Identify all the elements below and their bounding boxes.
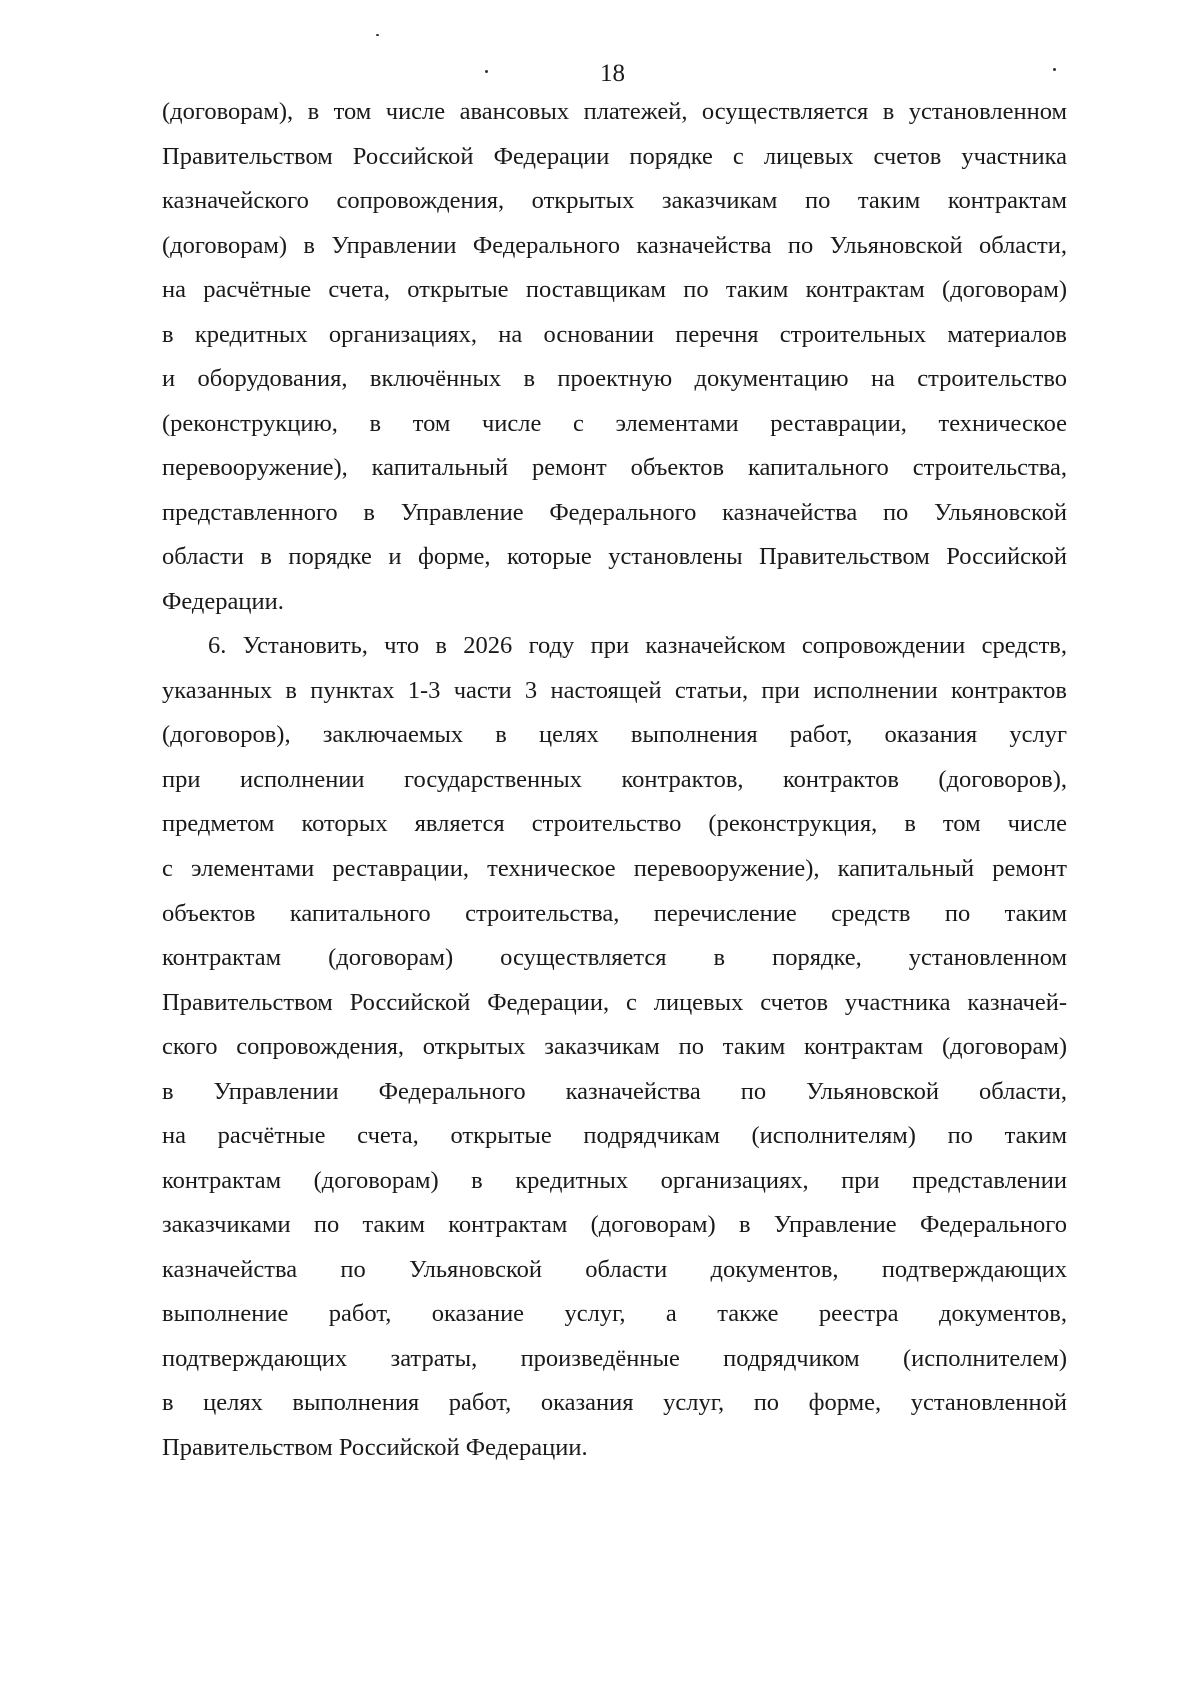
scan-speck [376,34,379,36]
text-line: и оборудования, включённых в проектную документацию на строительство [162,365,1067,393]
text-line: в Управлении Федерального казначейства по Ульяновской области, [162,1077,1067,1105]
text-line: казначейства по Ульяновской области документов, подтверждающих [162,1255,1067,1283]
text-line: (договорам) в Управлении Федерального казначейства по Ульяновской области, [162,231,1067,259]
text-line: (договорам), в том числе авансовых платежей, осуществляется в установленном [162,98,1067,125]
text-line: (реконструкцию, в том числе с элементами реставрации, техническое [162,409,1067,437]
scan-speck [1053,68,1056,71]
text-line: Федерации. [162,587,284,615]
text-line: области в порядке и форме, которые установлены Правительством Российской [162,543,1067,571]
text-line: на расчётные счета, открытые поставщикам по таким контрактам (договорам) [162,276,1067,304]
text-line: при исполнении государственных контрактов, контрактов (договоров), [162,765,1067,793]
text-line: казначейского сопровождения, открытых заказчикам по таким контрактам [162,187,1067,215]
text-line: перевооружение), капитальный ремонт объектов капитального строительства, [162,454,1067,482]
scan-speck [485,70,488,73]
text-line: подтверждающих затраты, произведённые подрядчиком (исполнителем) [162,1344,1067,1372]
page-number: 18 [600,60,625,87]
text-line: в целях выполнения работ, оказания услуг, по форме, установленной [162,1389,1067,1417]
text-line: выполнение работ, оказание услуг, а также реестра документов, [162,1300,1067,1328]
text-line: Правительством Российской Федерации порядке с лицевых счетов участника [162,142,1067,170]
text-line: в кредитных организациях, на основании перечня строительных материалов [162,320,1067,348]
text-line: указанных в пунктах 1-3 части 3 настоящей статьи, при исполнении контрактов [162,676,1067,704]
text-line: объектов капитального строительства, перечисление средств по таким [162,899,1067,927]
text-line: контрактам (договорам) в кредитных организациях, при представлении [162,1166,1067,1194]
text-line: (договоров), заключаемых в целях выполнения работ, оказания услуг [162,721,1067,749]
text-line: контрактам (договорам) осуществляется в порядке, установленном [162,944,1067,972]
text-line: на расчётные счета, открытые подрядчикам (исполнителям) по таким [162,1122,1067,1150]
text-line: ского сопровождения, открытых заказчикам по таким контрактам (договорам) [162,1033,1067,1061]
text-line: представленного в Управление Федерального казначейства по Ульяновской [162,498,1067,526]
text-line: Правительством Российской Федерации, с лицевых счетов участника казначей- [162,988,1067,1016]
text-line: заказчиками по таким контрактам (договорам) в Управление Федерального [162,1211,1067,1239]
text-line: предметом которых является строительство (реконструкция, в том числе [162,810,1067,838]
text-line: Правительством Российской Федерации. [162,1433,588,1461]
text-line: 6. Установить, что в 2026 году при казначейском сопровождении средств, [208,632,1067,660]
text-line: с элементами реставрации, техническое перевооружение), капитальный ремонт [162,855,1067,882]
